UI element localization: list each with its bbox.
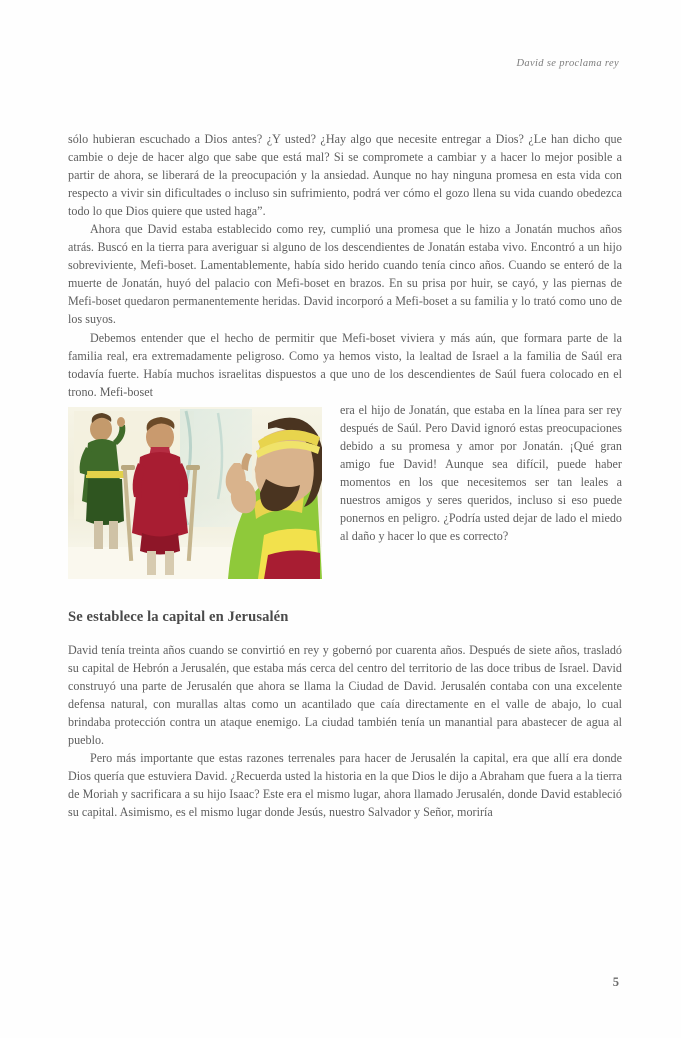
paragraph-mefiboset-promise: Ahora que David estaba establecido como rey, cumplió una promesa que le hizo a Jonatán muchos años atrás. Buscó en la tierra para averiguar si alguno de los descendientes de Jonatán estaba vivo. Encontró a un hijo sobreviviente, Mefi-boset. Lamentablemente, había sido herido cuando tenía cinco años. Cuando se enteró de la muerte de Jonatán, huyó del palacio con Mefi-boset en brazos. En su prisa por huir, se cayó, y las piernas de Mefi-boset quedaron permanentemente heridas. David incorporó a Mefi-boset a su familia y lo trató como uno de los suyos. [68, 222, 622, 327]
running-head: David se proclama rey [516, 58, 619, 69]
page-number: 5 [612, 975, 619, 989]
section-heading: Se establece la capital en Jerusalén [68, 608, 289, 625]
illustration-wrap [68, 329, 622, 587]
illustration-artwork [68, 407, 322, 579]
paragraph-david-reign: David tenía treinta años cuando se convirtió en rey y gobernó por cuarenta años. Después de siete años, trasladó su capital de Hebrón a Jerusalén, que estaba más cerca del centro del territorio de las doce tribus de Israel. David construyó una parte de Jerusalén que ahora se llama la Ciudad de David. Jerusalén contaba con una excelente defensa natural, con murallas altas como un acantilado que caía directamente en el valle de abajo, lo cual brindaba protección contra un ataque enemigo. La ciudad también tenía un manantial para abastecer de agua al pueblo. [68, 642, 622, 747]
paragraph-continuation: sólo hubieran escuchado a Dios antes? ¿Y usted? ¿Hay algo que necesite entregar a Dios? ¿Le han dicho que cambie o deje de hacer algo que sabe que está mal? Si se compromete a cambiar y a hacer lo mejor posible a partir de ahora, se liberará de la preocupación y la ansiedad. Aunque no hay ninguna promesa en esta vida con respecto a vivir sin dificultades o incluso sin sufrimiento, podrá ver cómo el gozo llena su vida cuando obedezca todo lo que Dios quiere que usted haga”. [68, 132, 622, 219]
text-column [68, 130, 622, 821]
paragraph-danger-royal-family: Debemos entender que el hecho de permitir que Mefi-boset viviera y más aún, que formara parte de la familia real, era extremadamente peligroso. Como ya hemos visto, la lealtad de Israel a la familia de Saúl era todavía fuerte. Había muchos israelitas dispuestos a que uno de los descendientes de Saúl fuera colocado en el trono. Mefi-boset [68, 330, 622, 399]
bible-illustration [68, 407, 322, 579]
paragraph-gods-will-jerusalem: Pero más importante que estas razones terrenales para hacer de Jerusalén la capital, era que allí era donde Dios quería que estuviera David. ¿Recuerda usted la historia en la que Dios le dijo a Abraham que fuera a la tierra de Moriah y sacrificara a su hijo Isaac? Este era el mismo lugar, ahora llamado Jerusalén, donde David estableció su capital. Asimismo, es el mismo lugar donde Jesús, nuestro Salvador y Señor, moriría [68, 750, 622, 820]
paragraph-wrap-continuation: era el hijo de Jonatán, que estaba en la línea para ser rey después de Saúl. Pero David ignoró estas preocupaciones debido a su promesa y amor por Jonatán. ¡Qué gran amigo fue David! Aunque sea difícil, puede haber momentos en los que necesitemos ser tan leales a nuestros amigos y seres queridos, incluso si eso puede ponernos en peligro. ¿Podría usted dejar de lado el miedo al daño y hacer lo que es correcto? [340, 402, 622, 544]
